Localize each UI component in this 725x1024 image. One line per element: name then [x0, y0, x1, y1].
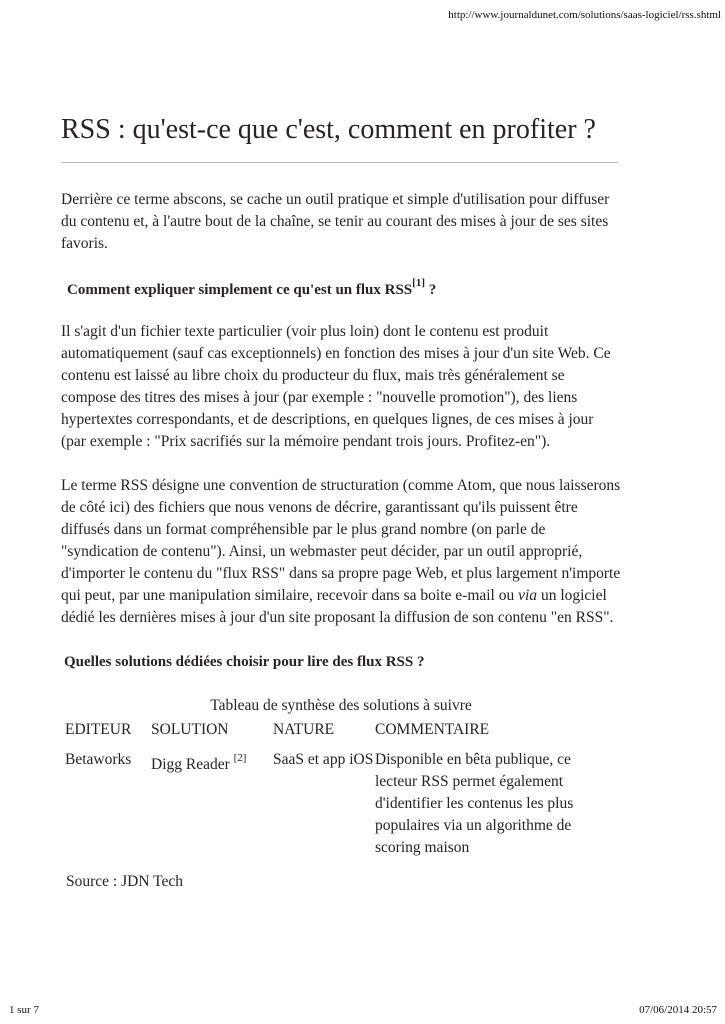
article [61, 112, 621, 893]
article-title: RSS : qu'est-ce que c'est, comment en profiter ? [61, 114, 596, 145]
section-heading-solutions: Quelles solutions dédiées choisir pour lire des flux RSS ? [64, 654, 425, 670]
table-header-row [65, 719, 595, 747]
footnote-link-2[interactable]: [2] [233, 752, 247, 764]
paragraph-syndication-italic: via [518, 587, 538, 604]
table-row [65, 747, 595, 859]
page-counter: 1 sur 7 [9, 1004, 39, 1016]
column-header-nature: NATURE [273, 721, 335, 738]
cell-commentaire: Disponible en bêta publique, ce lecteur RSS permet également d'identifier les contenus les plus populaires via un algorithme de scoring maison [375, 751, 574, 856]
title-divider [61, 162, 618, 163]
page-url: http://www.journaldunet.com/solutions/saas-logiciel/rss.shtml [448, 9, 721, 21]
cell-editeur: Betaworks [65, 751, 132, 768]
cell-solution-text: Digg Reader [151, 756, 234, 774]
intro-paragraph: Derrière ce terme abscons, se cache un outil pratique et simple d'utilisation pour diffuser du contenu et, à l'autre bout de la chaîne, se tenir au courant des mises à jour de ses sites favoris. [61, 191, 610, 252]
cell-solution [151, 747, 273, 859]
column-header-editeur: EDITEUR [65, 721, 132, 738]
footnote-link-1[interactable]: [1] [412, 277, 425, 289]
paragraph-syndication-start: Le terme RSS désigne une convention de structuration (comme Atom, que nous laisserons de côté ici) des fichiers que nous venons de décrire, garantissant qu'ils puissent être diffusés dans un format compréhensible par le plus grand nombre (on parle de "syndication de contenu"). Ainsi, un webmaster peut décider, par un outil approprié, d'importer le contenu du "flux RSS" dans sa propre page Web, et plus largement n'importe qui peut, par une manipulation similaire, recevoir dans sa boite e-mail ou [61, 477, 621, 604]
source-note: Source : JDN Tech [66, 873, 184, 890]
section-heading-rss [61, 274, 621, 301]
synthesis-table [65, 719, 595, 859]
column-header-solution: SOLUTION [151, 721, 229, 738]
column-header-commentaire: COMMENTAIRE [375, 721, 490, 738]
paragraph-syndication-end: un logiciel dédié les dernières mises à jour d'un site proposant la diffusion de son contenu "en RSS". [61, 587, 614, 626]
print-datetime: 07/06/2014 20:57 [639, 1004, 717, 1016]
table-caption: Tableau de synthèse des solutions à suivre [210, 697, 472, 714]
section-heading-text: Comment expliquer simplement ce qu'est un flux RSS [67, 282, 413, 298]
cell-nature: SaaS et app iOS [273, 751, 374, 768]
section-heading-suffix: ? [424, 282, 437, 298]
paragraph-explanation: Il s'agit d'un fichier texte particulier (voir plus loin) dont le contenu est produit automatiquement (sauf cas exceptionnels) en fonction des mises à jour d'un site Web. Ce contenu est laissé au libre choix du producteur du flux, mais très généralement se compose des titres des mises à jour (par exemple : "nouvelle promotion"), des liens hypertextes correspondants, et de descriptions, en quelques lignes, de ces mises à jour (par exemple : "Prix sacrifiés sur la mémoire pendant trois jours. Profitez-en"). [61, 323, 611, 450]
paragraph-syndication [61, 475, 621, 629]
